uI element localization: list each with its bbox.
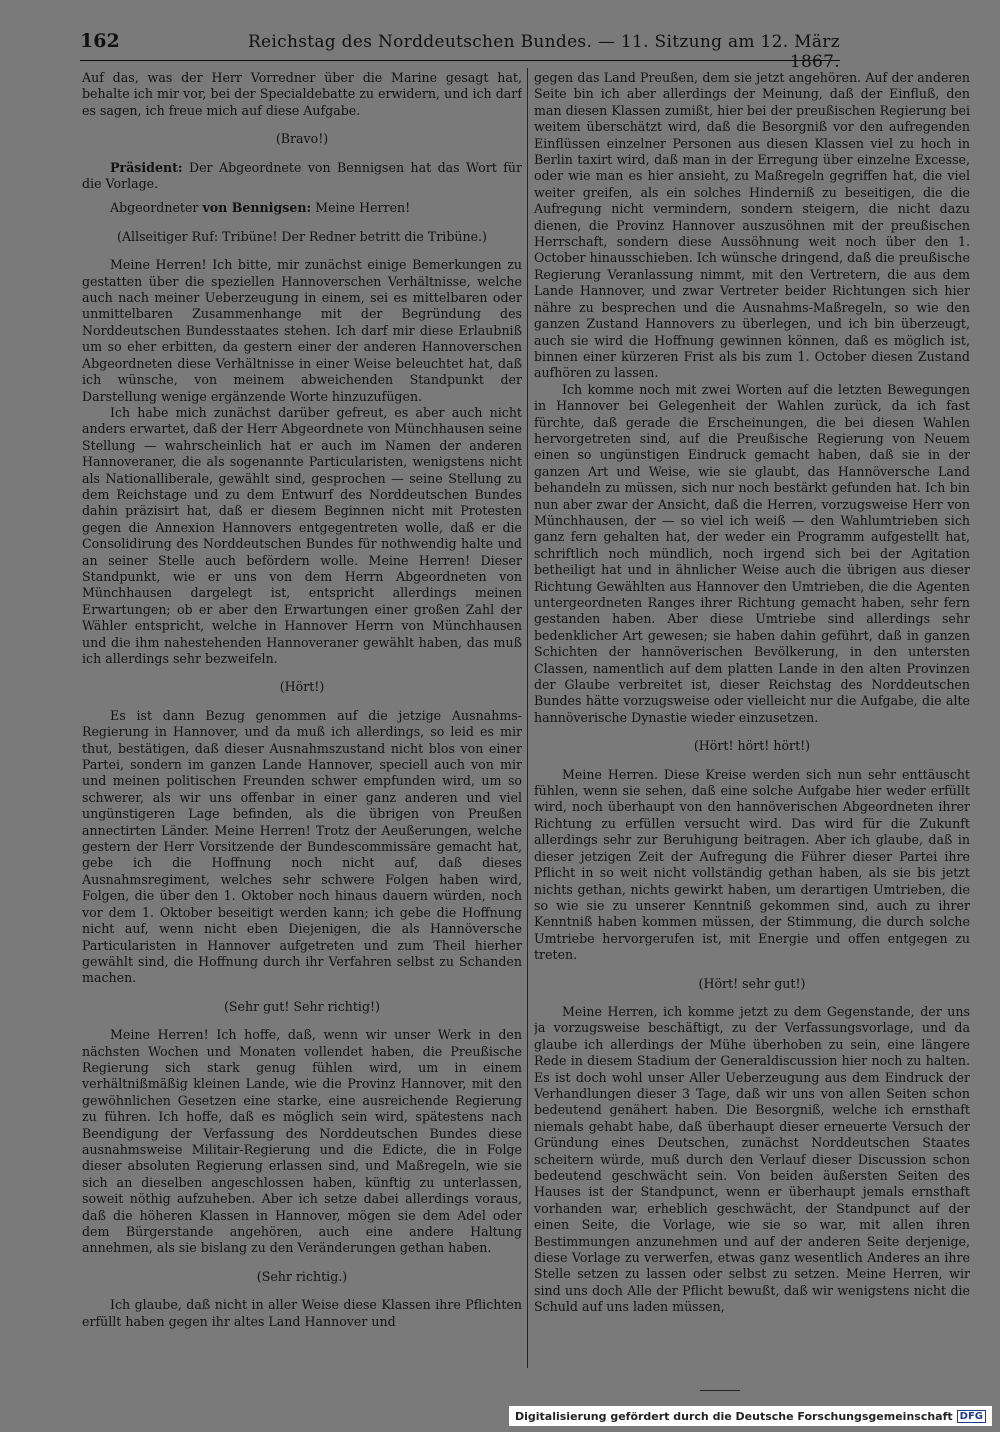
speaker-text: Meine Herren! [311,200,411,216]
text-paragraph: Meine Herren! Ich hoffe, daß, wenn wir unser Werk in den nächsten Wochen und Monaten vollendet haben, die Preußische Regierung sich stark genug fühlen wird, um in einem verhältnißmäßig kleinen Lande, wie die Provinz Hannover, mit den gewöhnlichen Gesetzen eine starke, eine ausreichende Regierung zu führen. Ich hoffe, daß es möglich sein wird, spätestens nach Beendigung der Verfassung des Norddeutschen Bundes diese ausnahmsweise Militair-Regierung und die Edicte, die in Folge dieser absoluten Regierung erlassen sind, und Maßregeln, wie sie sich an dieselben angeschlossen haben, künftig zu unterlassen, soweit nöthig aufzuheben. Aber ich setze dabei allerdings voraus, daß die höheren Klassen in Hannover, mögen sie dem Adel oder dem Bürgerstande angehören, auch eine andere Haltung annehmen, als sie bislang zu den Veränderungen gethan haben. [82,1027,522,1256]
interjection: (Bravo!) [275,131,329,147]
interjection: (Hört! sehr gut!) [698,975,806,991]
right-column [534,70,970,1390]
footer-text: Digitalisierung gefördert durch die Deutsche Forschungsgemeinschaft [514,1409,953,1423]
interjection: (Hört!) [279,679,325,695]
footer-rule [700,1390,740,1391]
text-paragraph: Ich komme noch mit zwei Worten auf die letzten Bewegungen in Hannover bei Gelegenheit der Wahlen zurück, da ich fast fürchte, daß gerade die Erscheinungen, die bei diesen Wahlen hervorgetreten sind, auf die Preußische Regierung von Neuem einen so ungünstigen Eindruck gemacht haben, daß sie in der ganzen Art und Weise, wie sie glaubt, das Hannöversche Land behandeln zu müssen, sich nur noch bestärkt gefunden hat. Ich bin nun aber zwar der Ansicht, daß die Herren, vorzugsweise Herr von Münchhausen, der — so viel ich weiß — den Wahlumtrieben sich ganz fern gehalten hat, der weder ein Programm aufgestellt hat, schriftlich noch mündlich, noch irgend sich bei der Agitation betheiligt hat und in ähnlicher Weise auch die übrigen aus dieser Richtung Gewählten aus Hannover den Umtrieben, die die Agenten untergeordneten Ranges ihrer Richtung gemacht haben, sehr fern gestanden haben. Aber diese Umtriebe sind allerdings sehr bedenklicher Art gewesen; sie haben dahin geführt, daß in ganzen Schichten der hannöverischen Bevölkerung, in den untersten Classen, namentlich auf dem platten Lande in den alten Provinzen der Glaube verbreitet ist, dieser Reichstag des Norddeutschen Bundes hätte vorzugsweise oder vielleicht nur die Aufgabe, die alte hannöverische Dynastie wieder einzusetzen. [534,381,970,725]
speaker-text: Der Abgeordnete von Bennigsen hat das Wort für die Vorlage. [82,159,522,192]
speaker-name: Präsident: [110,159,183,175]
interjection: (Hört! hört! hört!) [693,738,811,754]
left-column [82,70,522,1390]
text-paragraph: Meine Herren, ich komme jetzt zu dem Gegenstande, der uns ja vorzugsweise beschäftigt, zu der Verfassungsvorlage, und da glaube ich allerdings der Mühe überhoben zu sein, eine längere Rede in diesem Stadium der Generaldiscussion hier noch zu halten. Es ist doch wohl unser Aller Ueberzeugung aus dem Eindruck der Verhandlungen dieser 3 Tage, daß wir uns von allen Seiten schon bedeutend genähert haben. Die Besorgniß, welche ich ernsthaft niemals gehabt habe, daß überhaupt dieser erneuerte Versuch der Gründung eines Deutschen, zunächst Norddeutschen Staates scheitern würde, muß durch den Verlauf dieser Discussion schon bedeutend geschwächt sein. Von beiden äußersten Seiten des Hauses ist der Standpunct, wenn er überhaupt jemals ernsthaft vorhanden war, erheblich geschwächt, der Standpunct auf der einen Seite, die Vorlage, wie sie so war, mit allen ihren Bestimmungen anzunehmen und auf der anderen Seite derjenige, diese Vorlage zu verwerfen, etwas ganz wesentlich Anderes an ihre Stelle setzen zu lassen oder selbst zu setzen. Meine Herren, wir sind uns doch Alle der Pflicht bewußt, daß wir wenigstens nicht die Schuld auf uns laden müssen, [534,1003,970,1315]
text-paragraph: Meine Herren! Ich bitte, mir zunächst einige Bemerkungen zu gestatten über die speziellen Hannoverschen Verhältnisse, welche auch nach meiner Ueberzeugung in einem, sei es mittelbaren oder unmittelbaren Zusammenhange mit der Begründung des Norddeutschen Bundesstaates stehen. Ich darf mir diese Erlaubniß um so eher erbitten, da gestern einer der anderen Hannoverschen Abgeordneten diese Verhältnisse in einer Weise beleuchtet hat, daß ich wünsche, von meinem abweichenden Standpunkt der Darstellung wenige ergänzende Worte hinzuzufügen. [82,257,522,404]
digitization-footer [509,1406,992,1426]
text-paragraph: gegen das Land Preußen, dem sie jetzt angehören. Auf der anderen Seite bin ich aber allerdings der Meinung, daß der Einfluß, den man diesen Klassen zumißt, hier bei der preußischen Regierung bei weitem überschätzt wird, daß die Besorgniß vor den aufregenden Einflüssen einzelner Personen aus diesen Klassen viel zu hoch in Berlin taxirt wird, daß man in der Erregung über einzelne Excesse, oder wie man es hier ansieht, zu Maßregeln gegriffen hat, die viel weiter greifen, als ein solches Hinderniß zu beseitigen, die die Aufregung nicht vermindern, sondern steigern, die nicht dazu dienen, die Provinz Hannover auszusöhnen mit der preußischen Herrschaft, sondern diese Aussöhnung weit noch über den 1. October hinausschieben. Ich wünsche dringend, daß die preußische Regierung Veranlassung nimmt, mit den Vertretern, die aus dem Lande Hannover, und zwar Vertreter beider Richtungen sich hier nähre zu besprechen und die Ausnahms-Maßregeln, so wie den ganzen Zustand Hannovers zu überlegen, und ich bin überzeugt, auch sie wird die Hoffnung gewinnen können, daß es möglich ist, binnen einer kürzeren Frist als bis zum 1. October diesen Zustand aufhören zu lassen. [534,70,970,381]
text-paragraph: Ich habe mich zunächst darüber gefreut, es aber auch nicht anders erwartet, daß der Herr Abgeordnete von Münchhausen seine Stellung — wahrscheinlich hat er auch im Namen der anderen Hannoveraner, die als sogenannte Particularisten, wenigstens nicht als Nationalliberale, gewählt sind, gesprochen — seine Stellung zu dem Reichstage und zu dem Entwurf des Norddeutschen Bundes dahin präzisirt hat, daß er diesem Beginnen nicht mit Protesten gegen die Annexion Hannovers entgegentreten wolle, daß er die Consolidirung des Norddeutschen Bundes für nothwendig halte und an seiner Stelle auch befördern wolle. Meine Herren! Dieser Standpunkt, wie er uns von dem Herrn Abgeordneten von Münchhausen dargelegt ist, entspricht allerdings meinen Erwartungen; ob er aber den Erwartungen einer großen Zahl der Wähler entspricht, welche in Hannover Herrn von Münchhausen und die ihm nahestehenden Hannoveraner gewählt haben, das muß ich allerdings sehr bezweifeln. [82,404,522,666]
interjection: (Sehr gut! Sehr richtig!) [224,998,380,1014]
page-number: 162 [80,30,120,52]
interjection: (Allseitiger Ruf: Tribüne! Der Redner betritt die Tribüne.) [117,228,487,244]
speaker-name: von Bennigsen: [202,200,312,216]
interjection: (Sehr richtig.) [256,1268,348,1284]
text-paragraph: Auf das, was der Herr Vorredner über die Marine gesagt hat, behalte ich mir vor, bei der Specialdebatte zu erwidern, und ich darf es sagen, ich freue mich auf diese Aufgabe. [82,70,522,118]
page-header [80,30,840,72]
speaker-prefix: Abgeordneter [110,200,203,216]
speaker-paragraph [82,160,522,193]
column-divider [527,68,528,1368]
text-paragraph: Ich glaube, daß nicht in aller Weise diese Klassen ihre Pflichten erfüllt haben gegen ihr altes Land Hannover und [82,1297,522,1329]
speaker-paragraph [82,200,522,216]
dfg-logo-icon: DFG [957,1410,986,1423]
text-paragraph: Es ist dann Bezug genommen auf die jetzige Ausnahms-Regierung in Hannover, und da muß ich allerdings, so leid es mir thut, bestätigen, daß dieser Ausnahmszustand nicht blos von einer Partei, sondern im ganzen Lande Hannover, speciell auch von mir und meinen politischen Freunden schwer empfunden wird, um so schwerer, als wir uns offenbar in einer ganz anderen und viel ungünstigeren Lage befinden, als die übrigen von Preußen annectirten Länder. Meine Herren! Trotz der Aeußerungen, welche gestern der Herr Vorsitzende der Bundescommissäre gemacht hat, gebe ich die Hoffnung noch nicht auf, daß dieses Ausnahmsregiment, welches sehr schwere Folgen haben wird, Folgen, die über den 1. Oktober noch hinaus dauern würden, noch vor dem 1. Oktober beseitigt werden kann; ich gebe die Hoffnung nicht auf, wenn nicht eben Diejenigen, die als Hannöversche Particularisten in Hannover aufgetreten und zum Theil hierher gewählt sind, die Hoffnung durch ihr Verfahren selbst zu Schanden machen. [82,707,522,986]
text-paragraph: Meine Herren. Diese Kreise werden sich nun sehr enttäuscht fühlen, wenn sie sehen, daß eine solche Aufgabe hier weder erfüllt wird, noch überhaupt von den hannöverischen Abgeordneten ihrer Richtung zu erfüllen versucht wird. Das wird für die Zukunft allerdings sehr zur Beruhigung beitragen. Aber ich glaube, daß in dieser jetzigen Zeit der Aufregung die Führer dieser Partei ihre Pflicht in so weit nicht vollständig gethan haben, als sie bis jetzt nichts gethan, nichts gewirkt haben, um derartigen Umtrieben, die so wie sie zu unserer Kenntniß gekommen sind, auch zu ihrer Kenntniß haben kommen müssen, der Stimmung, die durch solche Umtriebe hervorgerufen ist, mit Energie und offen entgegen zu treten. [534,766,970,963]
running-title: Reichstag des Norddeutschen Bundes. — 11. Sitzung am 12. März 1867. [247,32,840,72]
